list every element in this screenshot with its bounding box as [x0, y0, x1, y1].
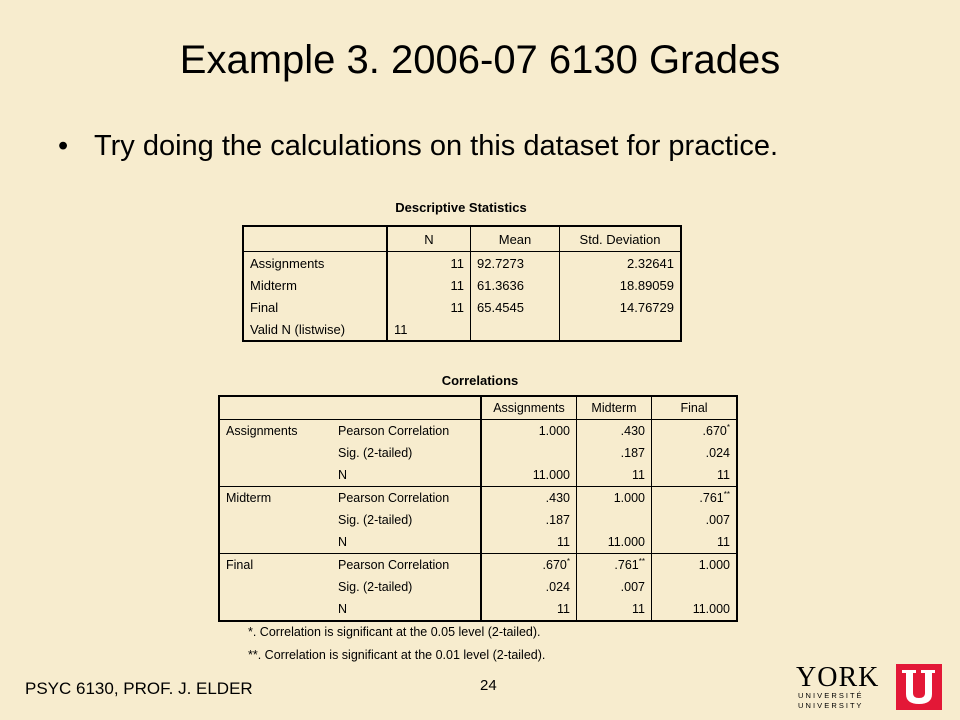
cell: 11: [481, 531, 577, 554]
table-row: [219, 576, 737, 598]
cell: 1.000: [577, 487, 652, 510]
cell: 11: [481, 598, 577, 621]
york-university-logo: [796, 662, 944, 712]
cell: 11: [577, 598, 652, 621]
footnote-double-star: **. Correlation is significant at the 0.01 level (2-tailed).: [248, 648, 546, 662]
footnote-single-star: *. Correlation is significant at the 0.05 level (2-tailed).: [248, 625, 541, 639]
header-corner: [243, 226, 387, 252]
cell: 11.000: [577, 531, 652, 554]
row-label: Midterm: [243, 274, 387, 296]
table-row: [219, 531, 737, 554]
descriptive-table: [242, 225, 682, 342]
cell: .024: [481, 576, 577, 598]
cell: .187: [577, 442, 652, 464]
bullet-icon: •: [58, 130, 69, 162]
stat-label: Sig. (2-tailed): [332, 576, 481, 598]
cell: .670*: [702, 423, 730, 439]
cell: .007: [577, 576, 652, 598]
cell: 1.000: [698, 558, 730, 573]
cell: 11: [577, 464, 652, 487]
cell-sd: 2.32641: [627, 255, 674, 271]
table-row: [243, 274, 681, 296]
logo-wordmark: YORK: [796, 662, 880, 693]
cell-n: 11: [387, 274, 471, 296]
row-label: Valid N (listwise): [243, 318, 387, 341]
cell: 11.000: [692, 602, 730, 617]
cell-sd: 14.76729: [619, 299, 674, 315]
york-u-mark-icon: [896, 664, 942, 710]
table-row: [219, 554, 737, 577]
cell-sd: [560, 318, 682, 341]
cell: .024: [705, 446, 730, 461]
bullet-text: Try doing the calculations on this dataset for practice.: [94, 130, 779, 162]
cell-mean: 92.7273: [471, 252, 560, 275]
table-row: [219, 598, 737, 621]
header-mean: Mean: [471, 226, 560, 252]
logo-line1: U N I V E R S I T É: [798, 691, 862, 700]
header-corner: [332, 396, 481, 420]
cell: .670*: [481, 554, 577, 577]
table-header-row: [243, 226, 681, 252]
header-corner: [219, 396, 332, 420]
cell-mean: 65.4545: [471, 296, 560, 318]
slide-footer: PSYC 6130, PROF. J. ELDER: [25, 679, 253, 698]
table-row: [243, 252, 681, 275]
slide-title: Example 3. 2006-07 6130 Grades: [179, 38, 781, 82]
cell: [481, 442, 577, 464]
group-label: Midterm: [226, 491, 272, 505]
cell: 11: [652, 464, 738, 487]
cell-sd: 18.89059: [619, 277, 674, 293]
cell-n: 11: [387, 252, 471, 275]
cell: 11: [652, 531, 738, 554]
stat-label: N: [332, 598, 481, 621]
stat-label: Sig. (2-tailed): [332, 442, 481, 464]
cell: [652, 576, 738, 598]
correlations-table: [218, 395, 738, 622]
header-midterm: Midterm: [577, 396, 652, 420]
cell: .430: [481, 487, 577, 510]
stat-label: N: [332, 531, 481, 554]
stat-label: Pearson Correlation: [332, 554, 481, 577]
table-row: [219, 487, 737, 510]
stat-label: N: [332, 464, 481, 487]
header-final: Final: [652, 396, 738, 420]
page-number: 24: [480, 677, 497, 694]
table-row: [219, 464, 737, 487]
table-row: [243, 318, 681, 341]
header-n: N: [387, 226, 471, 252]
row-label: Assignments: [243, 252, 387, 275]
cell: 11.000: [481, 464, 577, 487]
stat-label: Sig. (2-tailed): [332, 509, 481, 531]
cell-n: 11: [387, 318, 471, 341]
cell-mean: 61.3636: [471, 274, 560, 296]
bullet-item: [58, 130, 778, 163]
correlations-caption: Correlations: [441, 373, 519, 388]
table-row: [219, 442, 737, 464]
table-row: [219, 420, 737, 443]
descriptive-caption: Descriptive Statistics: [395, 200, 527, 215]
table-header-row: [219, 396, 737, 420]
cell: .187: [481, 509, 577, 531]
stat-label: Pearson Correlation: [332, 420, 481, 443]
cell: .761**: [699, 490, 730, 506]
group-label: Assignments: [226, 424, 298, 438]
header-sd: Std. Deviation: [560, 226, 682, 252]
cell-mean: [471, 318, 560, 341]
cell: .430: [577, 420, 652, 443]
table-row: [243, 296, 681, 318]
table-row: [219, 509, 737, 531]
logo-line2: U N I V E R S I T Y: [798, 701, 862, 710]
cell: [577, 509, 652, 531]
header-assignments: Assignments: [481, 396, 577, 420]
cell: 1.000: [481, 420, 577, 443]
group-label: Final: [226, 558, 254, 572]
stat-label: Pearson Correlation: [332, 487, 481, 510]
cell: .761**: [577, 554, 652, 577]
cell-n: 11: [387, 296, 471, 318]
cell: .007: [705, 513, 730, 528]
row-label: Final: [243, 296, 387, 318]
